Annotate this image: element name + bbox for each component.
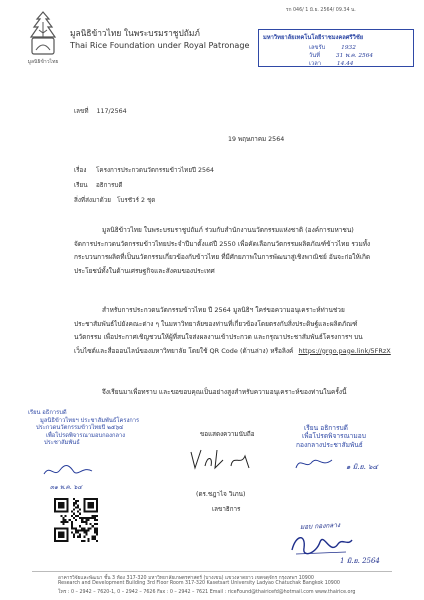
signer-name: (ดร.ชฎาไจ วิเภน) (196, 491, 246, 498)
note-line: มูลนิธิข้าวไทยฯ ประชาสัมพันธ์โครงการ (40, 417, 140, 424)
doc-subject (74, 167, 215, 174)
doc-attachment (74, 198, 155, 204)
receiving-time (309, 58, 354, 68)
qr-code (54, 498, 98, 542)
body-line: นวัตกรรม เพื่อประกาศเชิญชวนให้ผู้ที่สนใจส่งผลงานเข้าประกวด และกรุณาประชาสัมพันธ์โครงการฯ บน (74, 333, 363, 341)
body-line: ประชาสัมพันธ์ไปยังคณะต่าง ๆ ในมหาวิทยาลัยของท่านที่เกี่ยวข้องโดยตรงกับสิ่งประดิษฐ์และผลิตภัณฑ์ (74, 319, 358, 328)
right-note-signature (292, 452, 342, 474)
note-line: กองกลางประชาสัมพันธ์ (296, 440, 363, 449)
body-paragraph-2 (74, 304, 394, 358)
footer-divider (32, 571, 392, 572)
body-line (74, 345, 394, 359)
note-line: เพื่อโปรดพิจารณามอบกองกลาง (46, 432, 126, 439)
left-note-date: ๓๑ พ.ค. ๖๔ (50, 484, 82, 491)
registration-link[interactable]: https://grgo.page.link/5FRzX (298, 346, 391, 355)
body-line: จัดการประกวดนวัตกรรมข้าวไทยประจำปีมาตั้งแต่ปี 2550 เพื่อคัดเลือกนวัตกรรมผลิตภัณฑ์ข้าวไทย รวมทั้ง (74, 239, 371, 248)
note-line: ประชาสัมพันธ์ (44, 440, 80, 447)
note-line: เรียน อธิการบดี (304, 424, 348, 432)
receiving-time-value: 14.44 (336, 61, 354, 67)
foundation-name-thai: มูลนิธิข้าวไทย ในพระบรมราชูปถัมภ์ (70, 28, 200, 38)
doc-subject-label: เรื่อง (74, 167, 87, 174)
foundation-name-english: Thai Rice Foundation under Royal Patronage (70, 40, 250, 50)
doc-recipient-value: อธิการบดี (96, 182, 123, 189)
doc-number-label: เลขที่ (74, 108, 89, 115)
doc-attachment-label: สิ่งที่ส่งมาด้วย (74, 197, 111, 204)
closing-sentence: จึงเรียนมาเพื่อทราบ และขอขอบคุณเป็นอย่างสูงสำหรับความอนุเคราะห์ของท่านในครั้งนี้ (102, 388, 347, 396)
receiving-stamp (258, 29, 414, 67)
footer-address-english: Research and Development Building 3rd Floor Room 317-320 Kasetsart University Ladyao Chatuchak Bangkok 10900 (58, 581, 340, 586)
note-line: เพื่อโปรดพิจารณามอบ (302, 432, 366, 441)
doc-date: 19 พฤษภาคม 2564 (228, 136, 285, 143)
body-line: ประโยชน์ทั้งในด้านเศรษฐกิจและสังคมของประเทศ (74, 266, 215, 275)
body-paragraph-1 (74, 224, 394, 278)
handwritten-date: 1 มิ.ย. 2564 (340, 557, 380, 565)
doc-number-value: 117/2564 (96, 108, 127, 115)
handwritten-assignment: มอบ กองกลาง (299, 520, 341, 532)
doc-number (74, 109, 127, 115)
body-line-text: เว็บไซต์และสื่อออนไลน์ของมหาวิทยาลัย โดยใช้ QR Code (ด้านล่าง) หรือลิงค์ (74, 346, 294, 355)
receiving-stamp-title: มหาวิทยาลัยเทคโนโลยีราชมงคลศรีวิชัย (263, 35, 364, 41)
doc-recipient (74, 182, 123, 189)
secretary-signature (185, 446, 265, 474)
receiving-number-value: 1932 (341, 45, 356, 51)
doc-attachment-value: โบรชัวร์ 2 ชุด (117, 197, 156, 204)
receiving-number-label: เลขรับ (309, 45, 326, 51)
right-note-date: ๑ มิ.ย. ๖๔ (346, 463, 378, 471)
body-line: มูลนิธิข้าวไทย ในพระบรมราชูปถัมภ์ ร่วมกับสำนักงานนวัตกรรมแห่งชาติ (องค์การมหาชน) (102, 226, 354, 234)
right-endorsement-note (296, 424, 366, 449)
footer-address-thai: อาคารวิจัยและพัฒนา ชั้น 3 ห้อง 317-320 มหาวิทยาลัยเกษตรศาสตร์ (บางเขน) แขวงลาดยาว เขตจตุจักร กรุงเทพฯ 10900 (58, 576, 314, 581)
regards-text: ขอแสดงความนับถือ (200, 431, 255, 438)
footer-contact: โทร : 0 – 2942 – 7620-1, 0 – 2942 – 7626 Fax : 0 – 2942 – 7621 Email : riceFound@thairicefd@hotmail.com www.thairice.org (58, 590, 356, 595)
left-endorsement-note (28, 410, 139, 448)
left-note-signature (40, 462, 110, 480)
doc-subject-value: โครงการประกวดนวัตกรรมข้าวไทยปี 2564 (96, 167, 215, 174)
doc-recipient-label: เรียน (74, 182, 88, 189)
receiving-time-label: เวลา (309, 61, 322, 67)
body-line: กระบวนการผลิตที่เป็นนวัตกรรมเกี่ยวข้องกับข้าวไทย ที่มีศักยภาพในการพัฒนาสู่เชิงพาณิชย์ อันจะก่อให้เกิด (74, 253, 371, 261)
note-line: ประกวดนวัตกรรมข้าวไทยปี ๒๕๖๔ (36, 425, 124, 432)
body-line: สำหรับการประกวดนวัตกรรมข้าวไทย ปี 2564 มูลนิธิฯ ใคร่ขอความอนุเคราะห์ท่านช่วย (102, 306, 345, 314)
top-reference-note: รก 046/ 1 มิ.ย. 2564/ 09.34 น. (286, 8, 356, 13)
logo-caption: มูลนิธิข้าวไทย (27, 59, 59, 65)
signer-title: เลขาธิการ (212, 506, 241, 513)
receiving-date-label: วันที่ (309, 53, 321, 59)
note-line: เรียน อธิการบดี (28, 410, 67, 416)
thai-rice-foundation-logo (22, 10, 64, 68)
receiving-date-value: 31 พ.ค. 2564 (335, 53, 374, 59)
